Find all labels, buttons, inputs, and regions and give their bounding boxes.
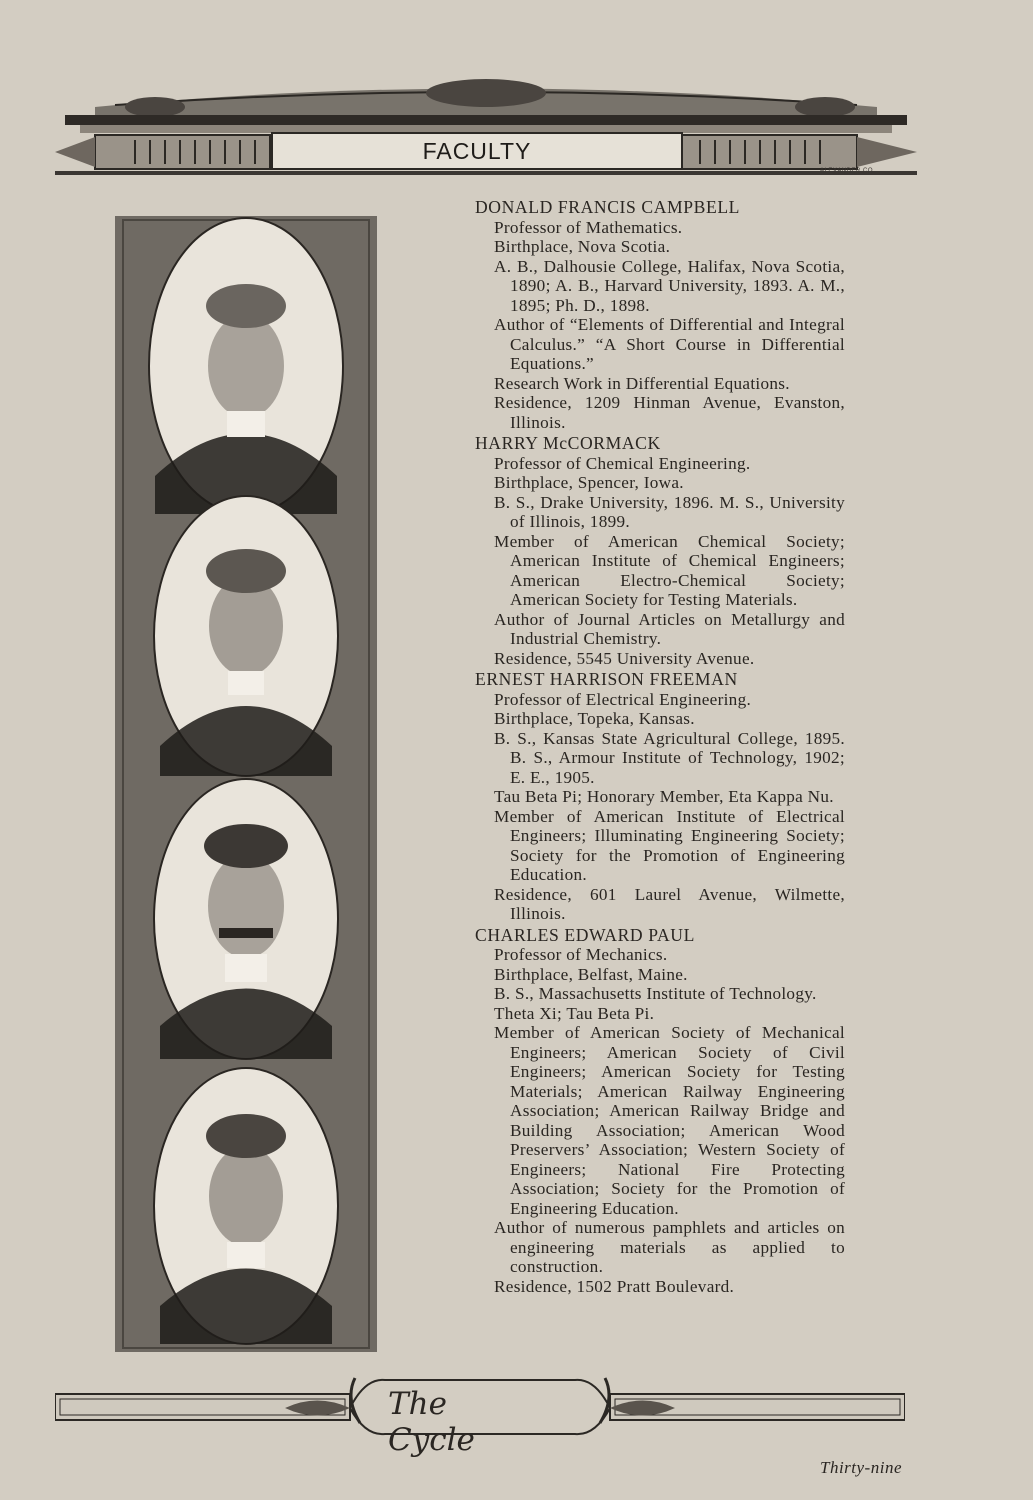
engraver-mark: ALEXANDER CO. [820,168,876,174]
faculty-publications: Author of numerous pamphlets and articles on engineering materials as applied to construction. [494,1218,845,1276]
faculty-publications: Author of Journal Articles on Metallurgy and Industrial Chemistry. [494,609,845,648]
faculty-honors: Theta Xi; Tau Beta Pi. [494,1003,655,1023]
faculty-header-banner [55,75,917,185]
faculty-title: Professor of Chemical Engineering. [494,453,751,473]
faculty-memberships: Member of American Chemical Society; American Institute of Chemical Engineers; American Electro-Chemical Society; American Society for Testing Materials. [494,531,845,609]
faculty-name: ERNEST HARRISON FREEMAN [475,669,738,689]
the-cycle-logo: The Cycle [388,1386,475,1458]
faculty-birthplace: Birthplace, Belfast, Maine. [494,964,688,984]
faculty-name: DONALD FRANCIS CAMPBELL [475,197,741,217]
portrait-paul-image [154,1068,338,1344]
faculty-memberships: Member of American Society of Mechanical Engineers; American Society of Civil Engineers; American Society for Testing Materials; American Railway Engineering Association; American Railway Bridge and Building Association; American Wood Preservers’ Association; Western Society of Engineers; National Fire Protecting Association; Society for the Promotion of Engineering Education. [494,1023,845,1218]
faculty-residence: Residence, 1209 Hinman Avenue, Evanston, Illinois. [494,393,845,432]
portrait-panel [115,216,377,1352]
faculty-degrees: B. S., Massachusetts Institute of Technology. [494,984,817,1003]
faculty-title: Professor of Mechanics. [494,945,668,964]
portrait-freeman-image [154,779,338,1059]
ornamental-header-icon [55,75,917,185]
faculty-title: Professor of Mathematics. [494,217,683,237]
faculty-entry-paul [475,926,845,1297]
faculty-birthplace: Birthplace, Spencer, Iowa. [494,473,684,492]
faculty-residence: Residence, 5545 University Avenue. [494,648,755,668]
faculty-portraits-image [115,216,377,1352]
faculty-honors: Tau Beta Pi; Honorary Member, Eta Kappa Nu. [494,787,834,806]
faculty-entry-freeman [475,670,845,924]
portrait-campbell-image [149,218,343,514]
faculty-degrees: A. B., Dalhousie College, Halifax, Nova Scotia, 1890; A. B., Harvard University, 1893. A. M., 1895; Ph. D., 1898. [494,256,845,315]
faculty-name: HARRY McCORMACK [475,433,661,453]
faculty-residence: Residence, 1502 Pratt Boulevard. [494,1276,735,1296]
faculty-degrees: B. S., Drake University, 1896. M. S., University of Illinois, 1899. [494,492,845,531]
faculty-research: Research Work in Differential Equations. [494,373,790,393]
portrait-mccormack-image [154,496,338,776]
faculty-publications: Author of “Elements of Differential and Integral Calculus.” “A Short Course in Differential Equations.” [494,315,845,373]
faculty-entry-mccormack [475,434,845,668]
faculty-title: Professor of Electrical Engineering. [494,689,752,709]
faculty-degrees: B. S., Kansas State Agricultural College, 1895. B. S., Armour Institute of Technology, 1902; E. E., 1905. [494,728,845,787]
page-number: Thirty-nine [820,1458,902,1477]
faculty-birthplace: Birthplace, Topeka, Kansas. [494,709,695,728]
faculty-residence: Residence, 601 Laurel Avenue, Wilmette, Illinois. [494,884,845,923]
faculty-name: CHARLES EDWARD PAUL [475,924,695,945]
faculty-text-column [475,198,845,1298]
faculty-memberships: Member of American Institute of Electrical Engineers; Illuminating Engineering Society; Society for the Promotion of Engineering Education. [494,806,845,884]
faculty-entry-campbell [475,198,845,432]
faculty-birthplace: Birthplace, Nova Scotia. [494,237,671,256]
page-title: FACULTY [422,137,532,164]
